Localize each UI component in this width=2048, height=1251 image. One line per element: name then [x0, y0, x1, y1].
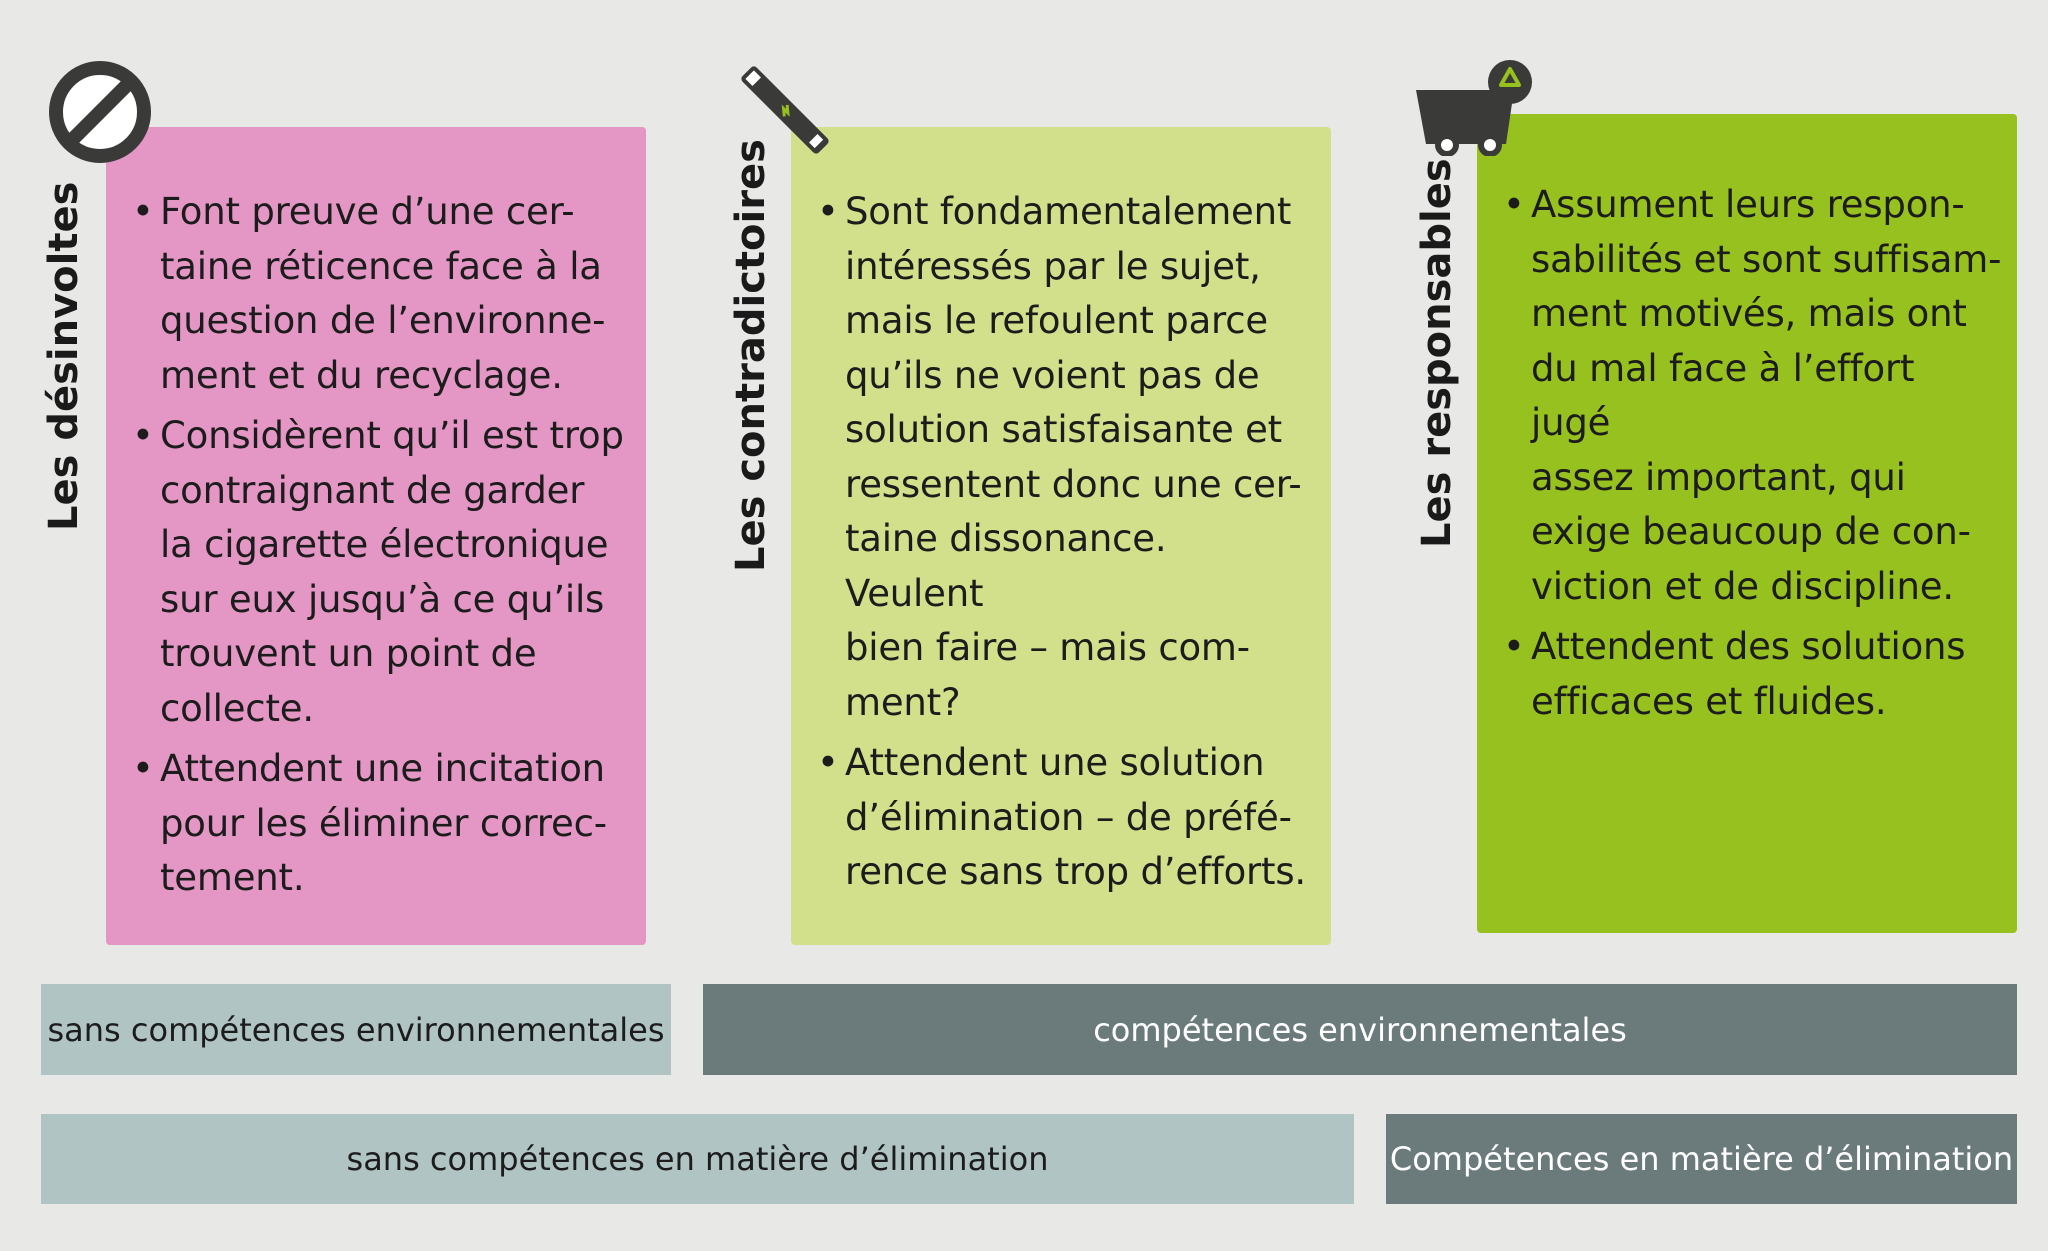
bullet-item: • Font preuve d’une cer- taine réticence face à la question de l’environne- ment et du recyclage. — [132, 185, 626, 403]
recycling-cart-icon — [1410, 56, 1540, 156]
segment-title-desinvoltes: Les désinvoltes — [41, 181, 87, 531]
bullet-item: • Attendent des solutions efficaces et fluides. — [1503, 620, 2003, 729]
bullet-item: • Considèrent qu’il est trop contraignant de garder la cigarette électronique sur eux jusqu’à ce qu’ils trouvent un point de collecte. — [132, 409, 626, 736]
e-cigarette-icon — [733, 58, 837, 162]
segment-title-responsables: Les responsables — [1414, 158, 1460, 548]
bar-sans-competences-elimination: sans compétences en matière d’élimination — [41, 1114, 1354, 1204]
bullet-item: • Attendent une incitation pour les éliminer correc- tement. — [132, 742, 626, 906]
bullet-item: • Sont fondamentalement intéressés par le sujet, mais le refoulent parce qu’ils ne voient pas de solution satisfaisante et ressentent donc une cer- taine dissonance. Veulent bien faire – mais com- ment? — [817, 185, 1315, 730]
bullet-list-contradictoires — [817, 185, 1315, 900]
bullet-list-responsables — [1503, 178, 2003, 729]
bar-sans-competences-environnementales: sans compétences environnementales — [41, 984, 671, 1075]
bullet-list-desinvoltes — [132, 185, 626, 906]
bar-competences-elimination: Compétences en matière d’élimination — [1386, 1114, 2017, 1204]
bar-competences-environnementales: compétences environnementales — [703, 984, 2017, 1075]
card-responsables — [1477, 114, 2017, 933]
prohibited-icon — [47, 59, 153, 165]
bullet-item: • Assument leurs respon- sabilités et sont suffisam- ment motivés, mais ont du mal face à l’effort jugé assez important, qui exige beaucoup de con- viction et de discipline. — [1503, 178, 2003, 614]
bullet-item: • Attendent une solution d’élimination – de préfé- rence sans trop d’efforts. — [817, 736, 1315, 900]
card-contradictoires — [791, 127, 1331, 945]
segment-title-contradictoires: Les contradictoires — [728, 139, 774, 572]
card-desinvoltes — [106, 127, 646, 945]
